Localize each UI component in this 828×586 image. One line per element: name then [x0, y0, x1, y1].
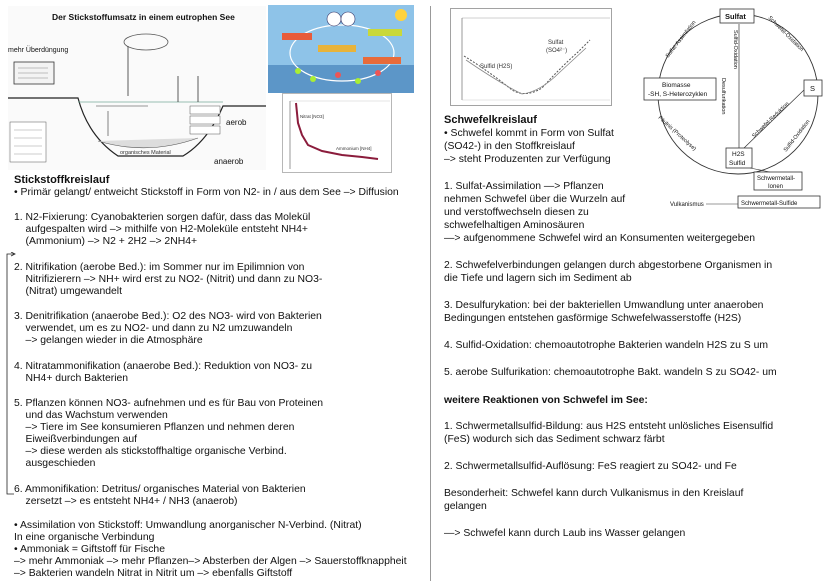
left-line-24: –> Bakterien wandeln Nitrat in Nitrit um –> ebenfalls Giftstoff: [14, 568, 293, 579]
cycle-sulfat: Sulfat: [725, 12, 746, 21]
right-line2-4: gelangen: [444, 501, 487, 512]
right-line-3: schwefelhaltigen Aminosäuren: [444, 220, 585, 231]
cycle-vulkanismus: Vulkanismus: [670, 202, 704, 208]
cycle-desulfurikation: Desulfurikation: [720, 78, 726, 115]
left-line-7: 3. Denitrifikation (anaerobe Bed.): O2 des NO3- wird von Bakterien: [14, 311, 322, 322]
cycle-biomasse-sh: -SH, S-Heterozyklen: [648, 91, 708, 98]
left-line-3: (Ammonium) –> N2 + 2H2 –> 2NH4+: [14, 236, 198, 247]
ammonium-label: Ammonium [NH4]: [336, 146, 372, 151]
sulfat-formula-label: (SO4²⁻): [546, 48, 568, 54]
left-line-13: und das Wachstum verwenden: [14, 410, 168, 421]
left-line-5: Nitrifizierern –> NH+ wird erst zu NO2- (Nitrit) und dann zu NO3-: [14, 274, 323, 285]
left-line-16: –> diese werden als stickstoffhaltige organische Verbind.: [14, 446, 287, 457]
cycle-s: S: [810, 84, 816, 93]
aerob-label: aerob: [226, 118, 247, 127]
right-line-5: 2. Schwefelverbindungen gelangen durch abgestorbene Organismen in: [444, 260, 773, 271]
sulfur-cycle-svg: [640, 6, 826, 211]
cycle-sm-sulfide: Schwermetall-Sulfide: [741, 201, 798, 207]
right-intro-1: (SO42-) in den Stoffkreislauf: [444, 141, 575, 152]
left-line-12: 5. Pflanzen können NO3- aufnehmen und es für Bau von Proteinen: [14, 398, 324, 409]
left-line-4: 2. Nitrifikation (aerobe Bed.): im Sommer nur im Epilimnion von: [14, 262, 305, 273]
right-line-4: —> aufgenommene Schwefel wird an Konsumenten weitergegeben: [444, 233, 756, 244]
cycle-reduktion: Schwefel-Reduktion: [751, 101, 791, 140]
sulfid-graph-label: Sulfid (H2S): [480, 64, 513, 70]
sulfur-cycle-diagram: [640, 6, 826, 211]
figure-title: Der Stickstoffumsatz in einem eutrophen See: [52, 12, 235, 22]
right-line-2: und verstoffwechseln diesen zu: [444, 207, 589, 218]
nitrogen-cycle-image: [268, 5, 414, 93]
left-line-17: ausgeschieden: [14, 458, 96, 469]
left-line-21: In eine organische Verbindung: [14, 532, 155, 543]
right-line2-1: (FeS) wodurch sich das Sediment schwarz färbt: [444, 434, 665, 445]
cycle-sm-ionen-2: Ionen: [768, 184, 784, 190]
right-line-10: 5. aerobe Sulfurikation: chemoautotrophe Bakt. wandeln S zu SO42- um: [444, 367, 777, 378]
right-line-6: die Tiefe und lagern sich im Sediment ab: [444, 273, 632, 284]
right-line-1: nehmen Schwefel über die Wurzeln auf: [444, 194, 626, 205]
cycle-s-oxidation: Sulfid-Oxidation: [782, 118, 812, 154]
nitrogen-profile-plot: [282, 93, 392, 173]
ueberduengung-label: mehr Überdüngung: [8, 47, 69, 54]
right-line2-3: Besonderheit: Schwefel kann durch Vulkanismus in den Kreislauf: [444, 488, 744, 499]
left-line-18: 6. Ammonifikation: Detritus/ organisches Material von Bakterien: [14, 484, 306, 495]
left-line-6: (Nitrat) umgewandelt: [14, 286, 122, 297]
cycle-sm-ionen-1: Schwermetall-: [757, 176, 796, 182]
sulfur-profile-plot: [450, 8, 612, 106]
left-line-11: NH4+ durch Bakterien: [14, 373, 129, 384]
left-line-22: • Ammoniak = Giftstoff für Fische: [14, 544, 165, 555]
right-line-9: 4. Sulfid-Oxidation: chemoautotrophe Bakterien wandeln H2S zu S um: [444, 340, 769, 351]
right-line-8: Bedingungen entstehen gasförmige Schwefelwasserstoffe (H2S): [444, 313, 742, 324]
left-line-15: Eiweißverbindungen auf: [14, 434, 138, 445]
left-line-8: verwendet, um es zu NO2- und dann zu N2 umzuwandeln: [14, 323, 293, 334]
sediment-label: organisches Material: [120, 150, 171, 156]
sulfur-profile-graph: [450, 8, 612, 106]
sulfat-graph-label: Sulfat: [548, 40, 564, 46]
cycle-faeulnis: Fäulnis (Proteolyse): [656, 115, 698, 153]
nitrat-label: Nitrat [NO3]: [300, 114, 324, 119]
anaerob-label: anaerob: [214, 157, 244, 166]
right-line2-2: 2. Schwermetallsulfid-Auflösung: FeS reagiert zu SO42- und Fe: [444, 461, 737, 472]
left-line-1: 1. N2-Fixierung: Cyanobakterien sorgen dafür, dass das Molekül: [14, 212, 311, 223]
cycle-h2s: H2S: [732, 151, 745, 158]
right-intro-2: –> steht Produzenten zur Verfügung: [444, 154, 611, 165]
stickstoff-heading: Stickstoffkreislauf: [14, 174, 110, 186]
right-intro-0: • Schwefel kommt in Form von Sulfat: [444, 128, 614, 139]
cycle-oxidation: Schwefel-Oxidation: [766, 15, 805, 53]
cycle-sulfid-oxidation: Sulfid-Oxidation: [732, 30, 738, 69]
left-line-19: zersetzt –> es entsteht NH4+ / NH3 (anaerob): [14, 496, 238, 507]
lake-figure: [8, 6, 266, 170]
left-line-23: –> mehr Ammoniak –> mehr Pflanzen–> Absterben der Algen –> Sauerstoffknappheit: [14, 556, 407, 567]
left-line-14: –> Tiere im See konsumieren Pflanzen und nehmen deren: [14, 422, 295, 433]
right-line-7: 3. Desulfurykation: bei der bakteriellen Umwandlung unter anaeroben: [444, 300, 764, 311]
nitrogen-profile-graph: [282, 93, 392, 173]
weitere-reaktionen-heading: weitere Reaktionen von Schwefel im See:: [444, 395, 648, 406]
cycle-sulfid: Sulfid: [729, 160, 746, 167]
cycle-assimilation: Sulfat-Assimilation: [664, 19, 698, 60]
left-line-9: –> gelangen wieder in die Atmosphäre: [14, 335, 203, 346]
left-line-10: 4. Nitratammonifikation (anaerobe Bed.): Reduktion von NO3- zu: [14, 361, 313, 372]
right-line-0: 1. Sulfat-Assimilation —> Pflanzen: [444, 181, 604, 192]
right-line2-5: —> Schwefel kann durch Laub ins Wasser gelangen: [444, 528, 686, 539]
right-line2-0: 1. Schwermetallsulfid-Bildung: aus H2S entsteht unlösliches Eisensulfid: [444, 421, 774, 432]
nitrogen-cycle-illustration: [268, 5, 414, 93]
left-line-0: • Primär gelangt/ entweicht Stickstoff in Form von N2- in / aus dem See –> Diffusion: [14, 187, 399, 198]
cycle-biomasse: Biomasse: [662, 82, 691, 89]
left-line-2: aufgespalten wird –> mithilfe von H2-Moleküle entsteht NH4+: [14, 224, 308, 235]
column-divider: [430, 6, 431, 581]
cycle-bracket: [4, 252, 16, 496]
lake-diagram: [8, 6, 266, 170]
left-line-20: • Assimilation von Stickstoff: Umwandlung anorganischer N-Verbind. (Nitrat): [14, 520, 362, 531]
schwefel-heading: Schwefelkreislauf: [444, 114, 537, 126]
